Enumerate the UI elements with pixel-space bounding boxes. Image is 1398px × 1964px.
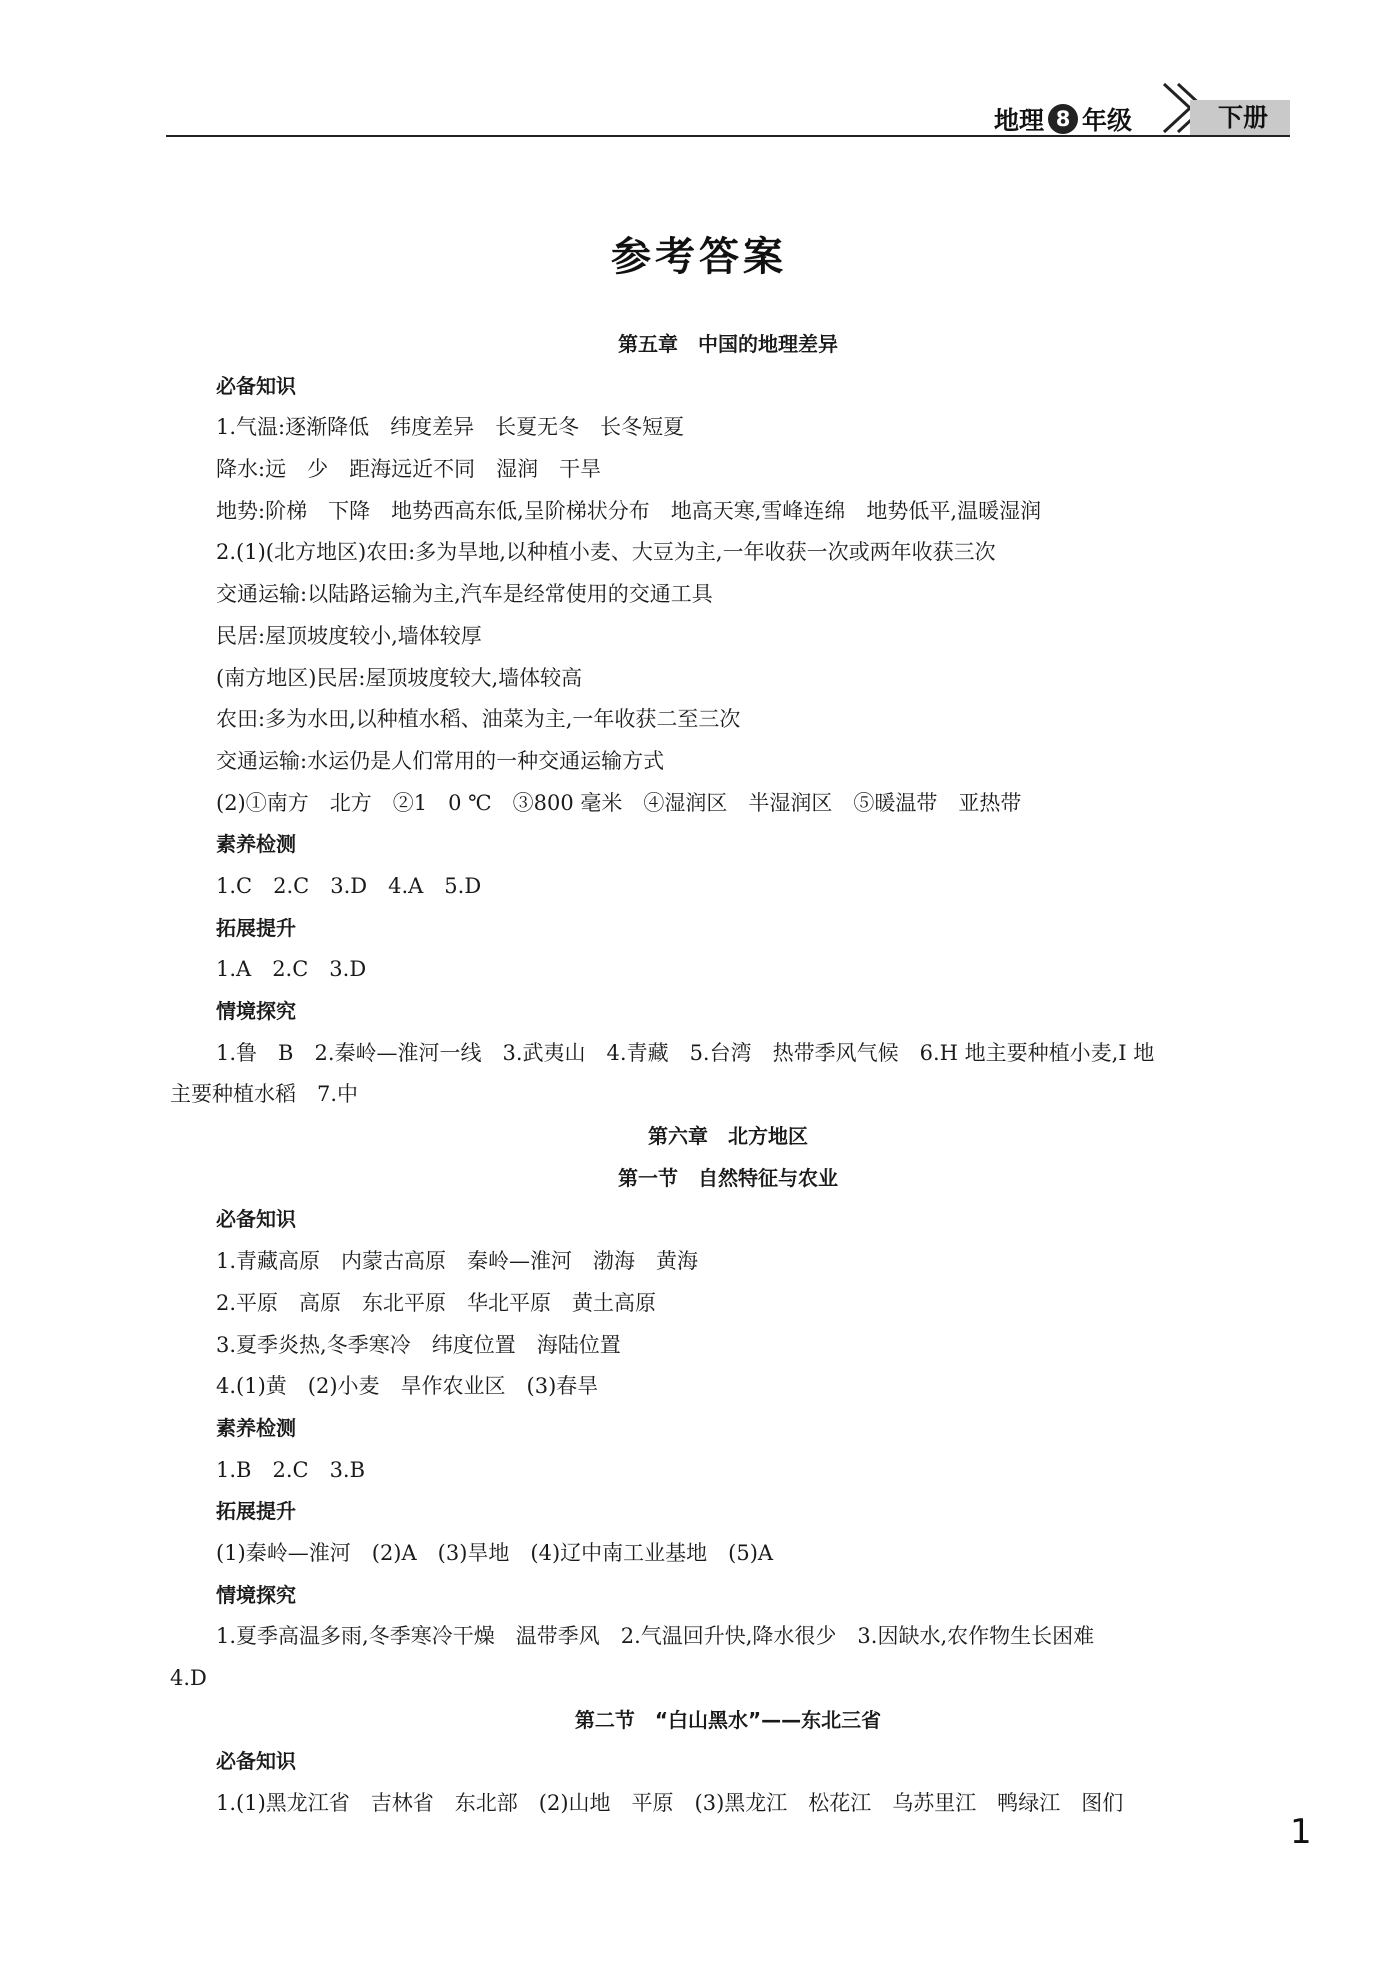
page-title: 参考答案 xyxy=(611,233,787,280)
answer-line: 降水:远 少 距海远近不同 湿润 干旱 xyxy=(216,457,602,482)
volume-label: 下册 xyxy=(1218,103,1269,132)
answer-line: 1.(1)黑龙江省 吉林省 东北部 (2)山地 平原 (3)黑龙江 松花江 乌苏里江 鸭绿江 图们 xyxy=(216,1791,1124,1816)
answer-line: 1.A 2.C 3.D xyxy=(216,957,367,982)
section-label: 拓展提升 xyxy=(216,1499,296,1524)
answer-line: 1.夏季高温多雨,冬季寒冷干燥 温带季风 2.气温回升快,降水很少 3.因缺水,农作物生长困难 xyxy=(216,1624,1095,1649)
answer-line: 2.平原 高原 东北平原 华北平原 黄土高原 xyxy=(216,1290,657,1315)
answer-line: 1.B 2.C 3.B xyxy=(216,1457,366,1482)
answer-line: 4.(1)黄 (2)小麦 旱作农业区 (3)春旱 xyxy=(216,1374,599,1399)
section-label: 必备知识 xyxy=(216,1207,296,1232)
chapter-heading: 第五章 中国的地理差异 xyxy=(618,332,838,356)
header-title xyxy=(994,102,1132,136)
header-rule xyxy=(166,135,1290,137)
answer-line: 3.夏季炎热,冬季寒冷 纬度位置 海陆位置 xyxy=(216,1332,621,1357)
answer-line: 1.气温:逐渐降低 纬度差异 长夏无冬 长冬短夏 xyxy=(216,415,685,440)
answer-line: 主要种植水稻 7.中 xyxy=(170,1082,359,1107)
answer-line: 地势:阶梯 下降 地势西高东低,呈阶梯状分布 地高天寒,雪峰连绵 地势低平,温暖湿润 xyxy=(216,498,1042,523)
answer-line: 交通运输:水运仍是人们常用的一种交通运输方式 xyxy=(216,748,665,773)
answer-line: 1.C 2.C 3.D 4.A 5.D xyxy=(216,873,482,898)
answer-line: 交通运输:以陆路运输为主,汽车是经常使用的交通工具 xyxy=(216,582,713,607)
page-number: 1 xyxy=(1290,1812,1312,1852)
section-label: 情境探究 xyxy=(216,999,296,1023)
grade-number-badge: 8 xyxy=(1048,104,1078,134)
section-label: 必备知识 xyxy=(216,1749,296,1774)
section-label: 情境探究 xyxy=(216,1582,296,1607)
section-label: 拓展提升 xyxy=(216,915,296,940)
section-label: 素养检测 xyxy=(216,832,296,857)
section-heading: 第二节 “白山黑水”——东北三省 xyxy=(574,1707,882,1732)
answer-line: 1.鲁 B 2.秦岭—淮河一线 3.武夷山 4.青藏 5.台湾 热带季风气候 6.H 地主要种植小麦,I 地 xyxy=(216,1040,1155,1065)
answer-line: 农田:多为水田,以种植水稻、油菜为主,一年收获二至三次 xyxy=(216,707,741,732)
answer-line: 4.D xyxy=(170,1666,207,1690)
answer-line: (南方地区)民居:屋顶坡度较大,墙体较高 xyxy=(216,665,583,690)
section-heading: 第一节 自然特征与农业 xyxy=(618,1165,838,1190)
answer-line: 民居:屋顶坡度较小,墙体较厚 xyxy=(216,623,482,648)
answer-line: (1)秦岭—淮河 (2)A (3)旱地 (4)辽中南工业基地 (5)A xyxy=(216,1540,774,1565)
header-grade: 年级 xyxy=(1082,106,1133,135)
answer-line: (2)①南方 北方 ②1 0 ℃ ③800 毫米 ④湿润区 半湿润区 ⑤暖温带 亚热带 xyxy=(216,790,1022,815)
answer-content xyxy=(170,324,1286,1825)
answer-line: 1.青藏高原 内蒙古高原 秦岭—淮河 渤海 黄海 xyxy=(216,1249,699,1274)
section-label: 必备知识 xyxy=(216,373,296,398)
section-label: 素养检测 xyxy=(216,1415,296,1440)
chapter-heading: 第六章 北方地区 xyxy=(648,1124,808,1149)
answer-line: 2.(1)(北方地区)农田:多为旱地,以种植小麦、大豆为主,一年收获一次或两年收获三次 xyxy=(216,540,996,565)
header-subject: 地理 xyxy=(994,106,1045,135)
